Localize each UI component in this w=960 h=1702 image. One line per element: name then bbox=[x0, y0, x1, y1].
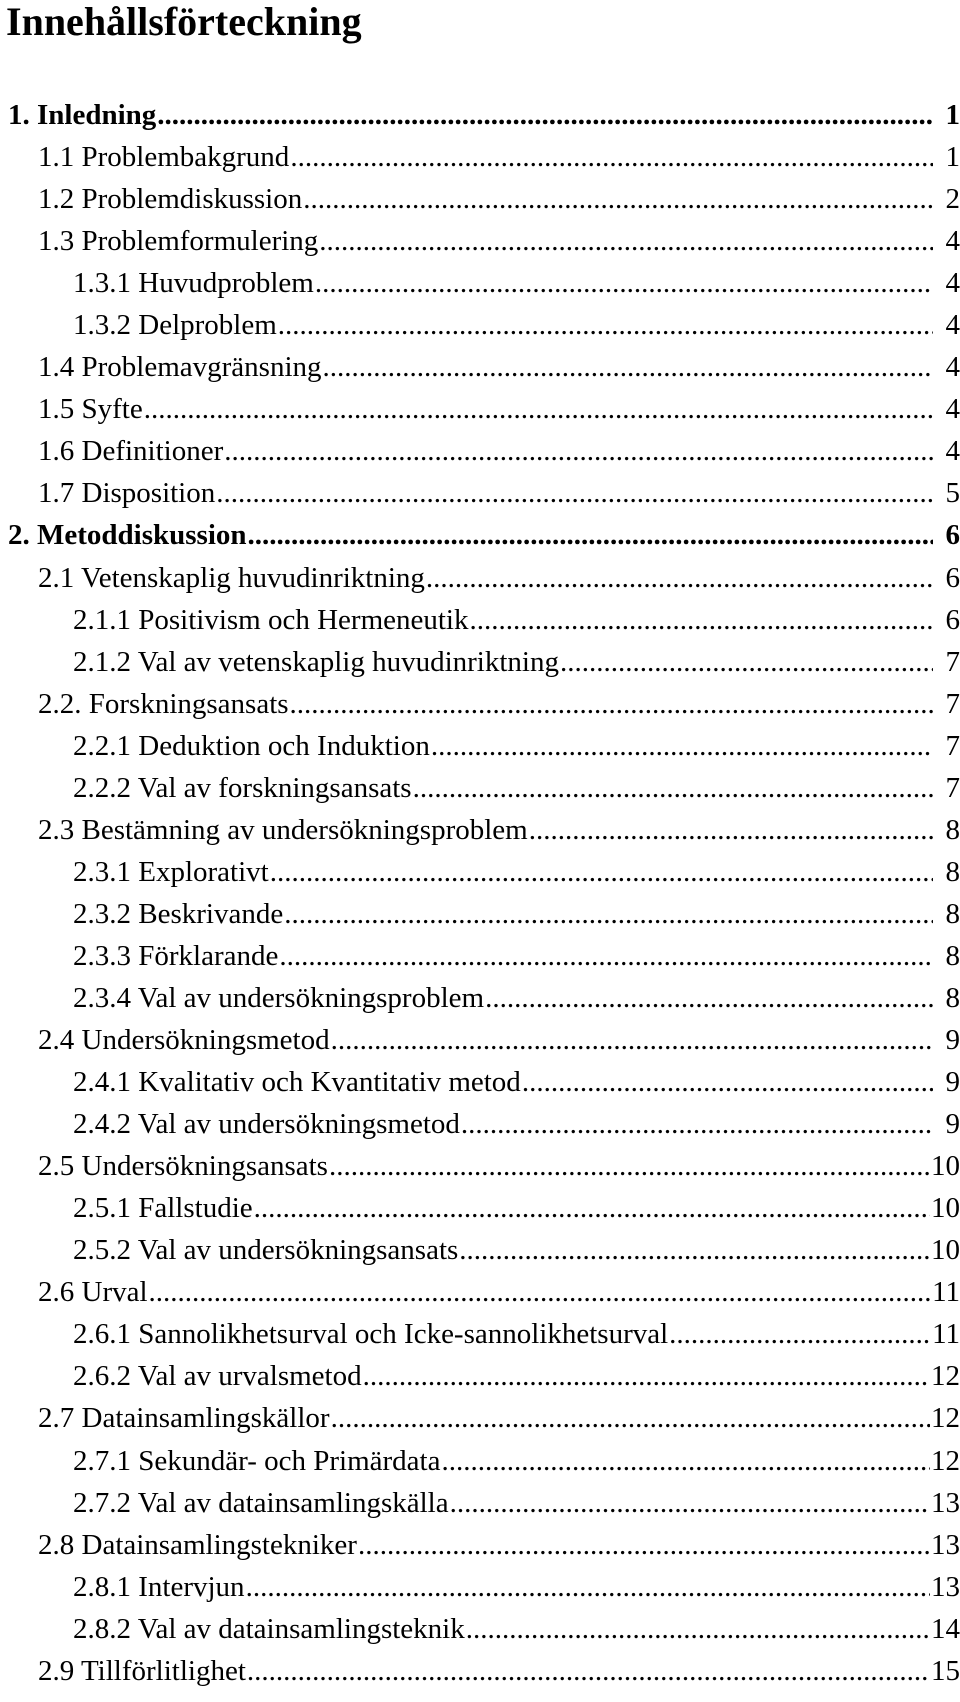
toc-dot-leader bbox=[441, 1440, 930, 1482]
toc-entry[interactable] bbox=[0, 1440, 960, 1482]
toc-entry-label: 1. Inledning bbox=[8, 99, 157, 131]
toc-dot-leader bbox=[270, 851, 933, 893]
toc-entry-page-number: 7 bbox=[945, 645, 960, 678]
toc-entry-page-number: 11 bbox=[932, 1318, 960, 1351]
toc-entry[interactable] bbox=[0, 767, 960, 809]
toc-entry-page-number: 7 bbox=[945, 771, 960, 804]
toc-entry[interactable] bbox=[0, 514, 960, 556]
toc-entry-label: 1.3 Problemformulering bbox=[38, 225, 319, 258]
toc-dot-leader bbox=[284, 893, 933, 935]
toc-entry-label: 2.5.1 Fallstudie bbox=[73, 1192, 253, 1225]
toc-title: Innehållsförteckning bbox=[6, 0, 362, 44]
toc-entry-page-number: 7 bbox=[945, 687, 960, 720]
toc-entry-page-number: 4 bbox=[945, 267, 960, 300]
toc-dot-leader bbox=[470, 599, 934, 641]
toc-entry-label: 1.7 Disposition bbox=[38, 477, 216, 510]
toc-entry[interactable] bbox=[0, 599, 960, 641]
toc-entry[interactable] bbox=[0, 1019, 960, 1061]
toc-entry-label: 2.3.4 Val av undersökningsproblem bbox=[73, 981, 485, 1014]
toc-entry-label: 2.4.1 Kvalitativ och Kvantitativ metod bbox=[73, 1066, 521, 1099]
toc-entry[interactable] bbox=[0, 1355, 960, 1397]
toc-dot-leader bbox=[278, 304, 933, 346]
toc-dot-leader bbox=[290, 683, 933, 725]
toc-entry-label: 2.1.1 Positivism och Hermeneutik bbox=[73, 603, 469, 636]
toc-entry-page-number: 14 bbox=[931, 1612, 960, 1645]
toc-entry-page-number: 9 bbox=[945, 1066, 960, 1099]
toc-entry-label: 2.6 Urval bbox=[38, 1276, 148, 1309]
toc-dot-leader bbox=[669, 1313, 931, 1355]
toc-entry-page-number: 13 bbox=[931, 1486, 960, 1519]
toc-dot-leader bbox=[319, 220, 933, 262]
toc-entry[interactable] bbox=[0, 683, 960, 725]
toc-entry-page-number: 6 bbox=[945, 519, 960, 552]
toc-entry-label: 2.3.2 Beskrivande bbox=[73, 897, 284, 930]
toc-dot-leader bbox=[216, 472, 933, 514]
toc-dot-leader bbox=[254, 1187, 930, 1229]
toc-entry-page-number: 6 bbox=[945, 603, 960, 636]
toc-dot-leader bbox=[144, 388, 933, 430]
toc-entry-page-number: 8 bbox=[945, 813, 960, 846]
toc-dot-leader bbox=[358, 1524, 930, 1566]
toc-entry-page-number: 8 bbox=[945, 981, 960, 1014]
toc-entry-label: 1.4 Problemavgränsning bbox=[38, 351, 322, 384]
toc-dot-leader bbox=[522, 1061, 933, 1103]
toc-entry-page-number: 4 bbox=[945, 225, 960, 258]
toc-entry-page-number: 8 bbox=[945, 855, 960, 888]
toc-entry-label: 2.6.2 Val av urvalsmetod bbox=[73, 1360, 362, 1393]
toc-entry-page-number: 1 bbox=[945, 141, 960, 174]
toc-entry-label: 1.5 Syfte bbox=[38, 393, 143, 426]
toc-entry-label: 1.2 Problemdiskussion bbox=[38, 183, 303, 216]
toc-entry[interactable] bbox=[0, 1650, 960, 1692]
toc-entry[interactable] bbox=[0, 346, 960, 388]
toc-dot-leader bbox=[431, 725, 933, 767]
toc-dot-leader bbox=[247, 1650, 930, 1692]
toc-dot-leader bbox=[248, 514, 933, 556]
toc-dot-leader bbox=[224, 430, 933, 472]
toc-entry[interactable] bbox=[0, 557, 960, 599]
toc-entry[interactable] bbox=[0, 178, 960, 220]
toc-entry[interactable] bbox=[0, 809, 960, 851]
toc-dot-leader bbox=[331, 1397, 930, 1439]
toc-entry-label: 2.3 Bestämning av undersökningsproblem bbox=[38, 813, 528, 846]
toc-entry[interactable] bbox=[0, 1524, 960, 1566]
toc-entry-page-number: 9 bbox=[945, 1024, 960, 1057]
toc-entry[interactable] bbox=[0, 1397, 960, 1439]
toc-entry-label: 2.7.2 Val av datainsamlingskälla bbox=[73, 1486, 449, 1519]
toc-entry-page-number: 4 bbox=[945, 435, 960, 468]
toc-entry-page-number: 5 bbox=[945, 477, 960, 510]
toc-entry[interactable] bbox=[0, 725, 960, 767]
toc-entry-page-number: 11 bbox=[932, 1276, 960, 1309]
toc-entry-label: 2.5.2 Val av undersökningsansats bbox=[73, 1234, 459, 1267]
toc-entry-label: 2.9 Tillförlitlighet bbox=[38, 1654, 246, 1687]
toc-entry[interactable] bbox=[0, 1229, 960, 1271]
toc-entry-label: 2.6.1 Sannolikhetsurval och Icke-sannolikhetsurval bbox=[73, 1318, 669, 1351]
toc-entry-label: 2.8.1 Intervjun bbox=[73, 1570, 245, 1603]
toc-entry-label: 2.8 Datainsamlingstekniker bbox=[38, 1528, 357, 1561]
toc-entry[interactable] bbox=[0, 430, 960, 472]
toc-entry-label: 1.6 Definitioner bbox=[38, 435, 224, 468]
toc-entry[interactable] bbox=[0, 1145, 960, 1187]
toc-entry-page-number: 7 bbox=[945, 729, 960, 762]
toc-entry[interactable] bbox=[0, 262, 960, 304]
toc-entry-label: 1.3.2 Delproblem bbox=[73, 309, 277, 342]
toc-dot-leader bbox=[459, 1229, 930, 1271]
toc-entry-label: 2.2. Forskningsansats bbox=[38, 687, 289, 720]
toc-entry-page-number: 8 bbox=[945, 939, 960, 972]
toc-entry[interactable] bbox=[0, 94, 960, 136]
toc-dot-leader bbox=[450, 1482, 930, 1524]
toc-entry-label: 2.1 Vetenskaplig huvudinriktning bbox=[38, 561, 425, 594]
toc-entry-label: 2.5 Undersökningsansats bbox=[38, 1150, 328, 1183]
toc-entry-label: 2.8.2 Val av datainsamlingsteknik bbox=[73, 1612, 465, 1645]
toc-entry[interactable] bbox=[0, 1566, 960, 1608]
toc-entry[interactable] bbox=[0, 641, 960, 683]
toc-dot-leader bbox=[529, 809, 933, 851]
toc-dot-leader bbox=[157, 94, 933, 136]
toc-list bbox=[0, 94, 960, 1692]
toc-entry[interactable] bbox=[0, 893, 960, 935]
toc-entry[interactable] bbox=[0, 851, 960, 893]
toc-entry-page-number: 4 bbox=[945, 351, 960, 384]
toc-entry-label: 2.2.1 Deduktion och Induktion bbox=[73, 729, 430, 762]
toc-entry-label: 2.4.2 Val av undersökningsmetod bbox=[73, 1108, 460, 1141]
toc-dot-leader bbox=[461, 1103, 933, 1145]
toc-entry-page-number: 10 bbox=[931, 1192, 960, 1225]
toc-entry-page-number: 12 bbox=[931, 1444, 960, 1477]
toc-entry[interactable] bbox=[0, 220, 960, 262]
toc-dot-leader bbox=[426, 557, 933, 599]
toc-entry-page-number: 13 bbox=[931, 1528, 960, 1561]
toc-dot-leader bbox=[413, 767, 933, 809]
toc-entry-page-number: 4 bbox=[945, 309, 960, 342]
toc-entry[interactable] bbox=[0, 935, 960, 977]
toc-entry-page-number: 12 bbox=[931, 1360, 960, 1393]
toc-entry-page-number: 13 bbox=[931, 1570, 960, 1603]
toc-dot-leader bbox=[331, 1019, 933, 1061]
toc-entry-label: 2.7 Datainsamlingskällor bbox=[38, 1402, 330, 1435]
toc-dot-leader bbox=[329, 1145, 930, 1187]
toc-entry-label: 2.7.1 Sekundär- och Primärdata bbox=[73, 1444, 441, 1477]
toc-entry[interactable] bbox=[0, 1187, 960, 1229]
toc-entry-label: 1.3.1 Huvudproblem bbox=[73, 267, 314, 300]
toc-entry[interactable] bbox=[0, 388, 960, 430]
toc-dot-leader bbox=[466, 1608, 930, 1650]
toc-entry-page-number: 12 bbox=[931, 1402, 960, 1435]
toc-entry[interactable] bbox=[0, 472, 960, 514]
toc-entry-label: 2.4 Undersökningsmetod bbox=[38, 1024, 330, 1057]
toc-entry[interactable] bbox=[0, 1271, 960, 1313]
toc-entry-label: 2.2.2 Val av forskningsansats bbox=[73, 771, 412, 804]
toc-entry[interactable] bbox=[0, 1103, 960, 1145]
toc-entry-page-number: 4 bbox=[945, 393, 960, 426]
toc-dot-leader bbox=[363, 1355, 930, 1397]
toc-entry-page-number: 1 bbox=[945, 99, 960, 131]
toc-dot-leader bbox=[485, 977, 933, 1019]
toc-entry-label: 1.1 Problembakgrund bbox=[38, 141, 290, 174]
toc-dot-leader bbox=[290, 136, 933, 178]
toc-entry[interactable] bbox=[0, 136, 960, 178]
toc-entry-label: 2.1.2 Val av vetenskaplig huvudinriktning bbox=[73, 645, 559, 678]
toc-dot-leader bbox=[149, 1271, 932, 1313]
toc-entry-page-number: 6 bbox=[945, 561, 960, 594]
toc-entry[interactable] bbox=[0, 1608, 960, 1650]
toc-entry-label: 2.3.3 Förklarande bbox=[73, 939, 279, 972]
toc-entry-page-number: 9 bbox=[945, 1108, 960, 1141]
toc-entry-page-number: 8 bbox=[945, 897, 960, 930]
toc-entry[interactable] bbox=[0, 1482, 960, 1524]
toc-entry-page-number: 10 bbox=[931, 1150, 960, 1183]
toc-entry-label: 2.3.1 Explorativt bbox=[73, 855, 269, 888]
toc-dot-leader bbox=[303, 178, 933, 220]
toc-entry-label: 2. Metoddiskussion bbox=[8, 519, 247, 552]
toc-entry[interactable] bbox=[0, 1061, 960, 1103]
toc-dot-leader bbox=[560, 641, 933, 683]
toc-dot-leader bbox=[279, 935, 933, 977]
toc-entry[interactable] bbox=[0, 304, 960, 346]
toc-dot-leader bbox=[323, 346, 933, 388]
toc-entry-page-number: 15 bbox=[931, 1654, 960, 1687]
toc-dot-leader bbox=[315, 262, 933, 304]
toc-entry[interactable] bbox=[0, 977, 960, 1019]
toc-entry[interactable] bbox=[0, 1313, 960, 1355]
toc-entry-page-number: 2 bbox=[945, 183, 960, 216]
toc-dot-leader bbox=[246, 1566, 930, 1608]
toc-entry-page-number: 10 bbox=[931, 1234, 960, 1267]
